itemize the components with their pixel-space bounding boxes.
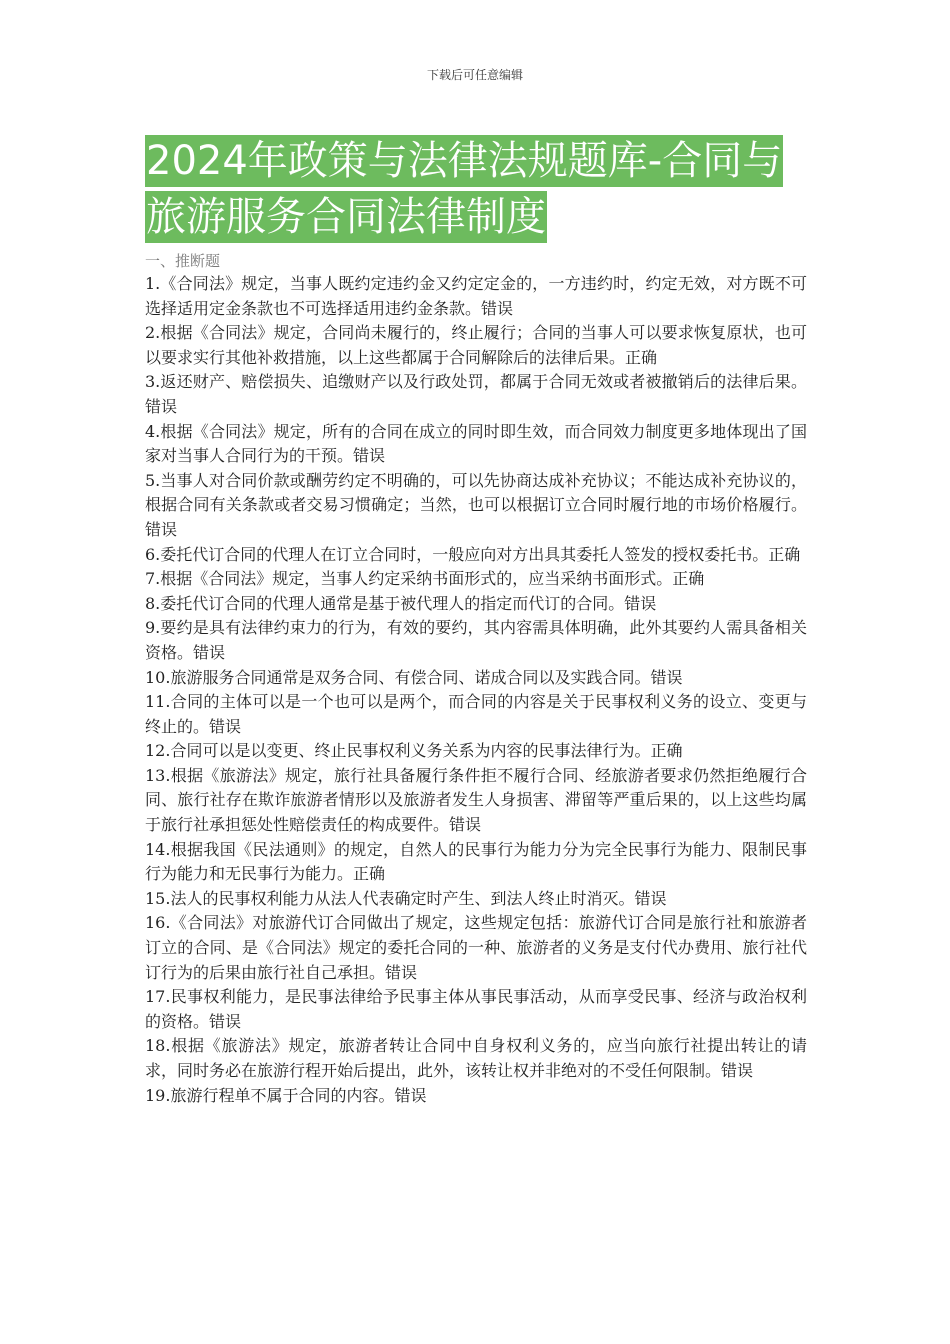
- question-item: 12.合同可以是以变更、终止民事权利义务关系为内容的民事法律行为。正确: [145, 741, 683, 761]
- question-item: 7.根据《合同法》规定，当事人约定采纳书面形式的，应当采纳书面形式。正确: [145, 569, 705, 589]
- question-item: 8.委托代订合同的代理人通常是基于被代理人的指定而代订的合同。错误: [145, 593, 657, 613]
- document-body: [145, 250, 807, 1108]
- title-line-2: 旅游服务合同法律制度: [145, 191, 547, 243]
- page-header-note: 下载后可任意编辑: [426, 68, 523, 82]
- question-item: 9.要约是具有法律约束力的行为，有效的要约，其内容需具体明确，此外其要约人需具备相关资格。错误: [145, 618, 807, 662]
- question-item: 6.委托代订合同的代理人在订立合同时，一般应向对方出具其委托人签发的授权委托书。正确: [145, 544, 801, 564]
- question-item: 1.《合同法》规定，当事人既约定违约金又约定定金的，一方违约时，约定无效，对方既不可选择适用定金条款也不可选择适用违约金条款。错误: [145, 274, 807, 318]
- question-item: 10.旅游服务合同通常是双务合同、有偿合同、诺成合同以及实践合同。错误: [145, 667, 683, 687]
- question-item: 17.民事权利能力，是民事法律给予民事主体从事民事活动，从而享受民事、经济与政治权利的资格。错误: [145, 987, 807, 1031]
- question-item: 11.合同的主体可以是一个也可以是两个，而合同的内容是关于民事权利义务的设立、变更与终止的。错误: [145, 692, 807, 736]
- question-item: 18.根据《旅游法》规定，旅游者转让合同中自身权利义务的，应当向旅行社提出转让的请求，同时务必在旅游行程开始后提出，此外，该转让权并非绝对的不受任何限制。错误: [145, 1036, 807, 1080]
- question-item: 16.《合同法》对旅游代订合同做出了规定，这些规定包括：旅游代订合同是旅行社和旅游者订立的合同、是《合同法》规定的委托合同的一种、旅游者的义务是支付代办费用、旅行社代订行为的后果由旅行社自己承担。错误: [145, 913, 807, 982]
- document-title: [145, 135, 810, 247]
- question-item: 13.根据《旅游法》规定，旅行社具备履行条件拒不履行合同、经旅游者要求仍然拒绝履行合同、旅行社存在欺诈旅游者情形以及旅游者发生人身损害、滞留等严重后果的，以上这些均属于旅行社承担惩处性赔偿责任的构成要件。错误: [145, 765, 807, 835]
- question-item: 19.旅游行程单不属于合同的内容。错误: [145, 1085, 427, 1105]
- section-heading: 一、推断题: [145, 252, 221, 270]
- question-item: 14.根据我国《民法通则》的规定，自然人的民事行为能力分为完全民事行为能力、限制民事行为能力和无民事行为能力。正确: [145, 839, 807, 884]
- question-item: 5.当事人对合同价款或酬劳约定不明确的，可以先协商达成补充协议；不能达成补充协议的，根据合同有关条款或者交易习惯确定；当然，也可以根据订立合同时履行地的市场价格履行。错误: [145, 470, 807, 539]
- question-item: 3.返还财产、赔偿损失、追缴财产以及行政处罚，都属于合同无效或者被撤销后的法律后果。错误: [145, 372, 807, 416]
- question-item: 2.根据《合同法》规定，合同尚未履行的，终止履行；合同的当事人可以要求恢复原状，也可以要求实行其他补救措施，以上这些都属于合同解除后的法律后果。正确: [145, 323, 807, 367]
- question-item: 15.法人的民事权利能力从法人代表确定时产生、到法人终止时消灭。错误: [145, 888, 667, 908]
- title-line-1: 2024年政策与法律法规题库-合同与: [145, 135, 783, 187]
- question-item: 4.根据《合同法》规定，所有的合同在成立的同时即生效，而合同效力制度更多地体现出了国家对当事人合同行为的干预。错误: [145, 421, 807, 466]
